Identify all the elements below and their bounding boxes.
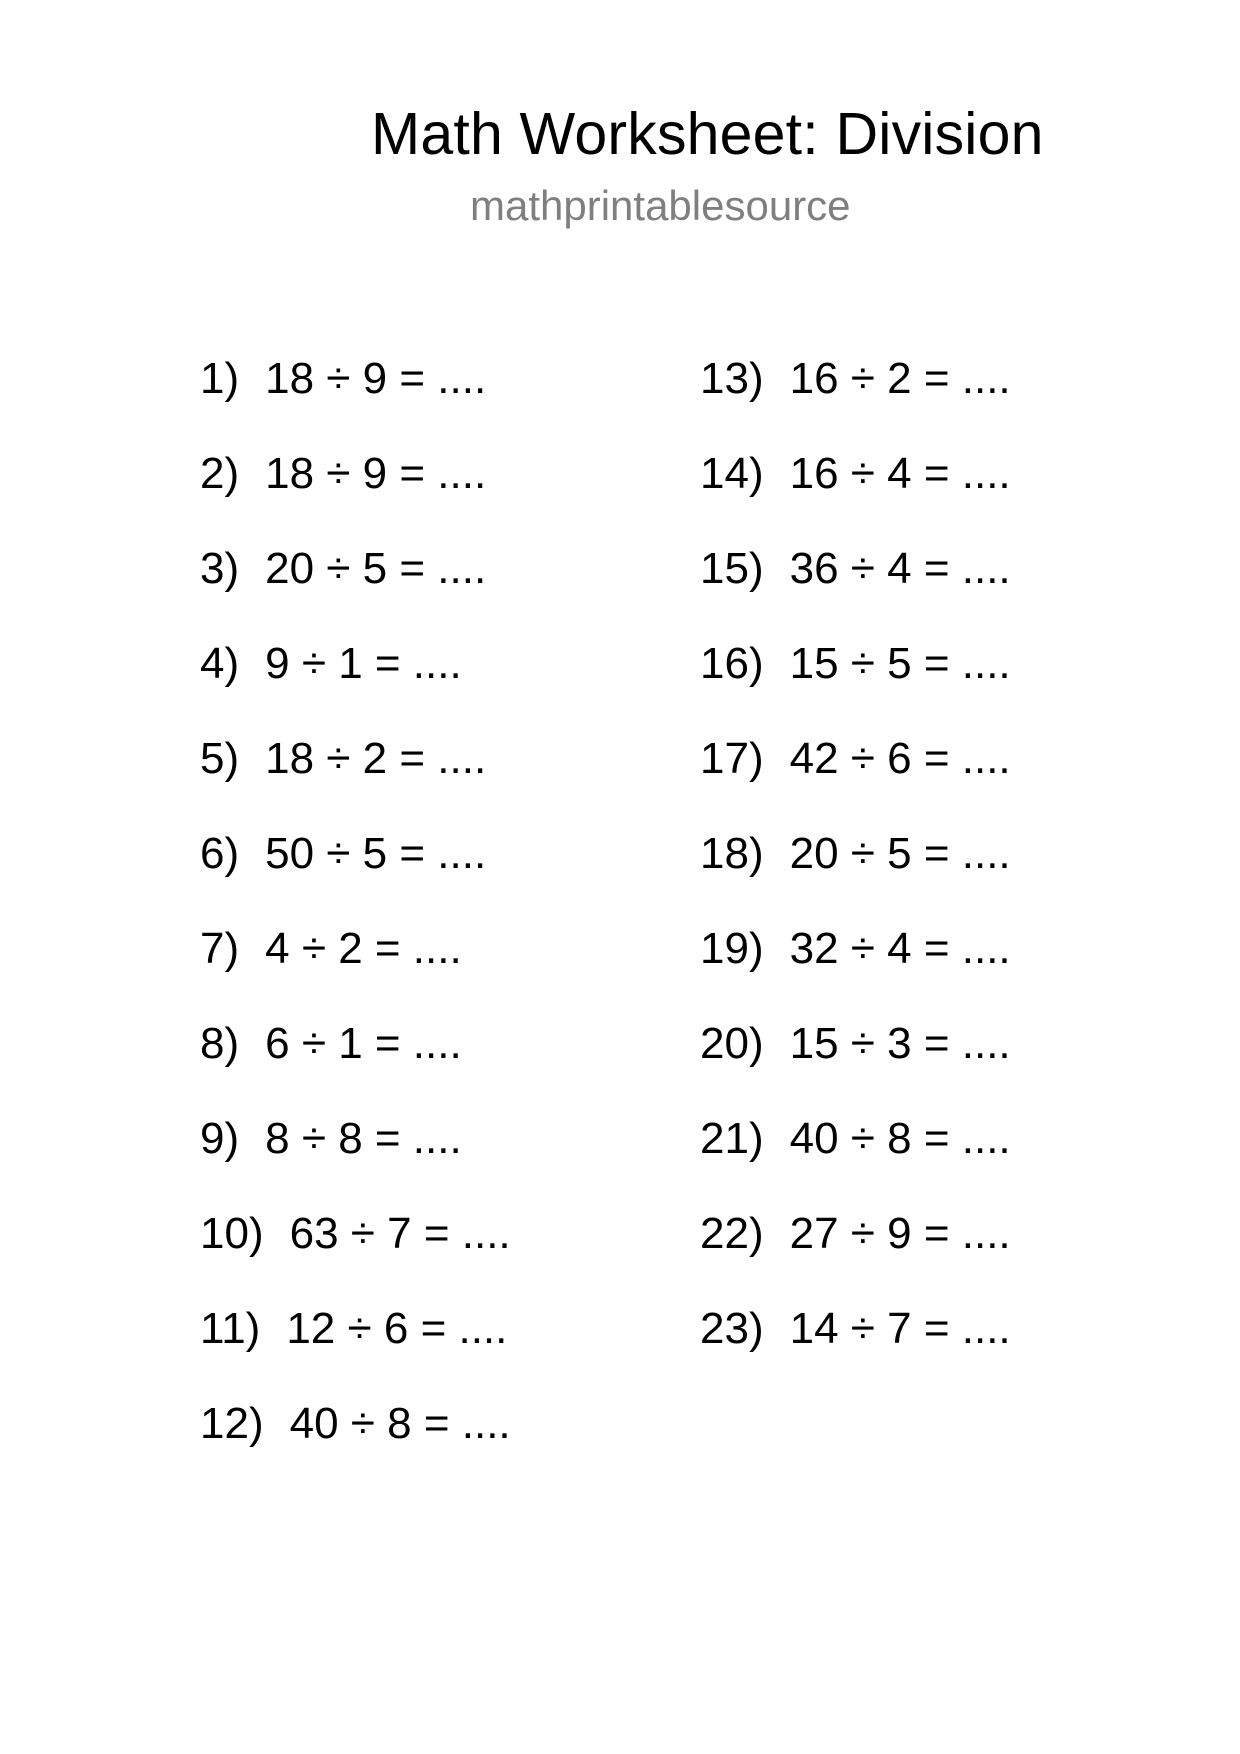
problem-number: 12)	[200, 1399, 264, 1448]
problem-item	[700, 637, 1011, 732]
problem-expression: 40 ÷ 8 = ....	[289, 1399, 511, 1448]
problem-item	[200, 827, 511, 922]
problem-expression: 20 ÷ 5 = ....	[789, 829, 1011, 878]
problem-expression: 16 ÷ 2 = ....	[789, 354, 1011, 403]
problem-number: 8)	[200, 1019, 240, 1068]
problem-number: 20)	[700, 1019, 764, 1068]
problem-expression: 63 ÷ 7 = ....	[289, 1209, 511, 1258]
problem-item	[700, 922, 1011, 1017]
problem-expression: 18 ÷ 2 = ....	[265, 734, 487, 783]
problem-list-left	[200, 352, 511, 1492]
problem-expression: 18 ÷ 9 = ....	[265, 449, 487, 498]
problem-number: 13)	[700, 354, 764, 403]
problem-item	[200, 352, 511, 447]
problem-item	[200, 1302, 511, 1397]
problem-expression: 14 ÷ 7 = ....	[789, 1304, 1011, 1353]
problem-item	[200, 447, 511, 542]
problem-number: 10)	[200, 1209, 264, 1258]
problem-number: 7)	[200, 924, 240, 973]
problem-item	[700, 1302, 1011, 1397]
problem-expression: 6 ÷ 1 = ....	[265, 1019, 462, 1068]
problem-number: 19)	[700, 924, 764, 973]
problem-item	[700, 827, 1011, 922]
problem-item	[700, 447, 1011, 542]
source-label: mathprintablesource	[470, 182, 851, 229]
problem-list-right	[700, 352, 1011, 1397]
problem-item	[200, 1017, 511, 1112]
problem-number: 6)	[200, 829, 240, 878]
problem-number: 9)	[200, 1114, 240, 1163]
problem-expression: 16 ÷ 4 = ....	[789, 449, 1011, 498]
problem-expression: 12 ÷ 6 = ....	[286, 1304, 508, 1353]
problem-expression: 36 ÷ 4 = ....	[789, 544, 1011, 593]
problem-item	[200, 1397, 511, 1492]
problem-item	[700, 542, 1011, 637]
problem-number: 22)	[700, 1209, 764, 1258]
problem-expression: 4 ÷ 2 = ....	[265, 924, 462, 973]
problem-number: 2)	[200, 449, 240, 498]
problem-number: 14)	[700, 449, 764, 498]
problem-number: 5)	[200, 734, 240, 783]
problem-expression: 9 ÷ 1 = ....	[265, 639, 462, 688]
problem-number: 11)	[200, 1304, 261, 1353]
problem-expression: 15 ÷ 5 = ....	[789, 639, 1011, 688]
problem-item	[700, 1112, 1011, 1207]
problem-item	[200, 1207, 511, 1302]
problem-number: 15)	[700, 544, 764, 593]
problem-number: 23)	[700, 1304, 764, 1353]
problem-number: 1)	[200, 354, 240, 403]
problem-number: 17)	[700, 734, 764, 783]
problem-item	[700, 732, 1011, 827]
problem-expression: 20 ÷ 5 = ....	[265, 544, 487, 593]
problem-expression: 15 ÷ 3 = ....	[789, 1019, 1011, 1068]
problem-expression: 42 ÷ 6 = ....	[789, 734, 1011, 783]
problem-item	[200, 542, 511, 637]
problem-number: 3)	[200, 544, 240, 593]
problem-number: 21)	[700, 1114, 764, 1163]
problem-number: 18)	[700, 829, 764, 878]
problem-item	[700, 352, 1011, 447]
problem-expression: 40 ÷ 8 = ....	[789, 1114, 1011, 1163]
problem-expression: 27 ÷ 9 = ....	[789, 1209, 1011, 1258]
problem-item	[700, 1207, 1011, 1302]
problem-item	[700, 1017, 1011, 1112]
problem-expression: 8 ÷ 8 = ....	[265, 1114, 462, 1163]
problem-item	[200, 922, 511, 1017]
problem-item	[200, 1112, 511, 1207]
page-title: Math Worksheet: Division	[371, 101, 1044, 167]
problem-item	[200, 732, 511, 827]
problem-item	[200, 637, 511, 732]
problem-number: 16)	[700, 639, 764, 688]
problem-expression: 50 ÷ 5 = ....	[265, 829, 487, 878]
problem-expression: 32 ÷ 4 = ....	[789, 924, 1011, 973]
problem-number: 4)	[200, 639, 240, 688]
problem-expression: 18 ÷ 9 = ....	[265, 354, 487, 403]
